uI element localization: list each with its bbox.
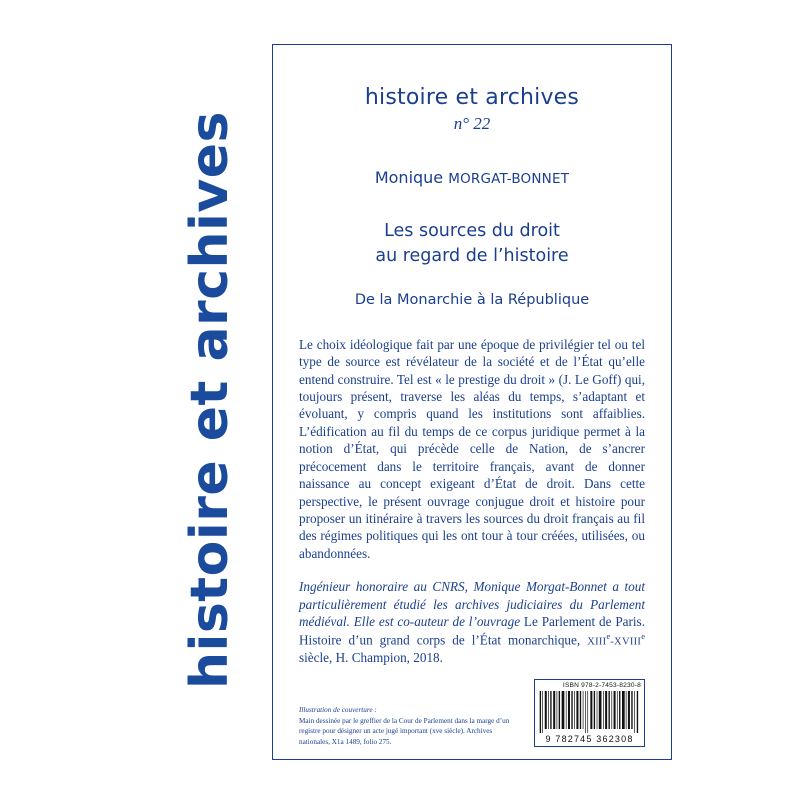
- bio-text-part-2: siècle, H. Champion, 2018.: [299, 649, 443, 665]
- author-bio-paragraph: [299, 578, 645, 666]
- spine-title-text: histoire et archives: [180, 111, 240, 689]
- spine-title: [150, 0, 270, 800]
- illustration-credit-label: Illustration de couverture :: [299, 706, 377, 715]
- back-cover-panel: [272, 44, 672, 760]
- bio-century-start: XIII: [587, 635, 607, 647]
- author-name: [299, 168, 645, 187]
- isbn-number: ISBN 978-2-7453-8230-8: [562, 682, 641, 689]
- author-last-name: MORGAT-BONNET: [448, 171, 570, 187]
- bio-text-part-1: Ingénieur honoraire au CNRS, Monique Morgat-Bonnet a tout particulièrement étudié les archives judiciaires du Parlement médiéval. Elle est co-auteur de l’ouvrage: [299, 579, 645, 630]
- blurb-paragraph: Le choix idéologique fait par une époque de privilégier tel ou tel type de source est révélateur de la société et de l’État qu’elle entend construire. Tel est « le prestige du droit » (J. Le Goff) qui, toujours présent, traverse les aléas du temps, s’adaptant et évoluant, y compris quand les institutions sont affaiblies. L’édification au fil du temps de ce corpus juridique permet à la notion d’État, qui précède celle de Nation, de s’ancrer précocement dans le territoire français, avant de donner naissance au concept exigeant d’État de droit. Dans cette perspective, le présent ouvrage conjugue droit et histoire pour proposer un itinéraire à travers les sources du droit français au fil des régimes politiques qui les ont tour à tour créées, utilisées, ou abandonnées.: [299, 336, 645, 561]
- book-title-line-2: au regard de l’histoire: [375, 246, 569, 267]
- layout-spacer: [299, 666, 645, 679]
- isbn-barcode-block: [534, 679, 645, 747]
- barcode-digits: 9 782745 362308: [545, 734, 634, 744]
- book-title: [299, 219, 645, 270]
- illustration-credit-text: Main dessinée par le greffier de la Cour de Parlement dans la marge d’un registre pour désigner un acte jugé important (xve siècle). Archives nationales, X1a 1489, folio 275.: [299, 716, 510, 746]
- barcode-icon: [538, 691, 641, 733]
- author-first-name: Monique: [374, 168, 449, 187]
- book-title-line-1: Les sources du droit: [384, 221, 560, 241]
- book-subtitle: De la Monarchie à la République: [354, 291, 590, 308]
- cover-footer: [299, 679, 645, 747]
- cover-illustration-credit: [299, 705, 524, 747]
- series-number: n° 22: [453, 114, 491, 133]
- bio-century-end-sup: e: [641, 630, 645, 641]
- bio-century-start-sup: e: [606, 630, 611, 641]
- bio-work-title: Le Parlement de Paris. Histoire d’un grand corps de l’État monarchique,: [299, 614, 645, 647]
- bio-century-end: -XVIII: [610, 635, 642, 647]
- series-title: histoire et archives: [364, 85, 580, 110]
